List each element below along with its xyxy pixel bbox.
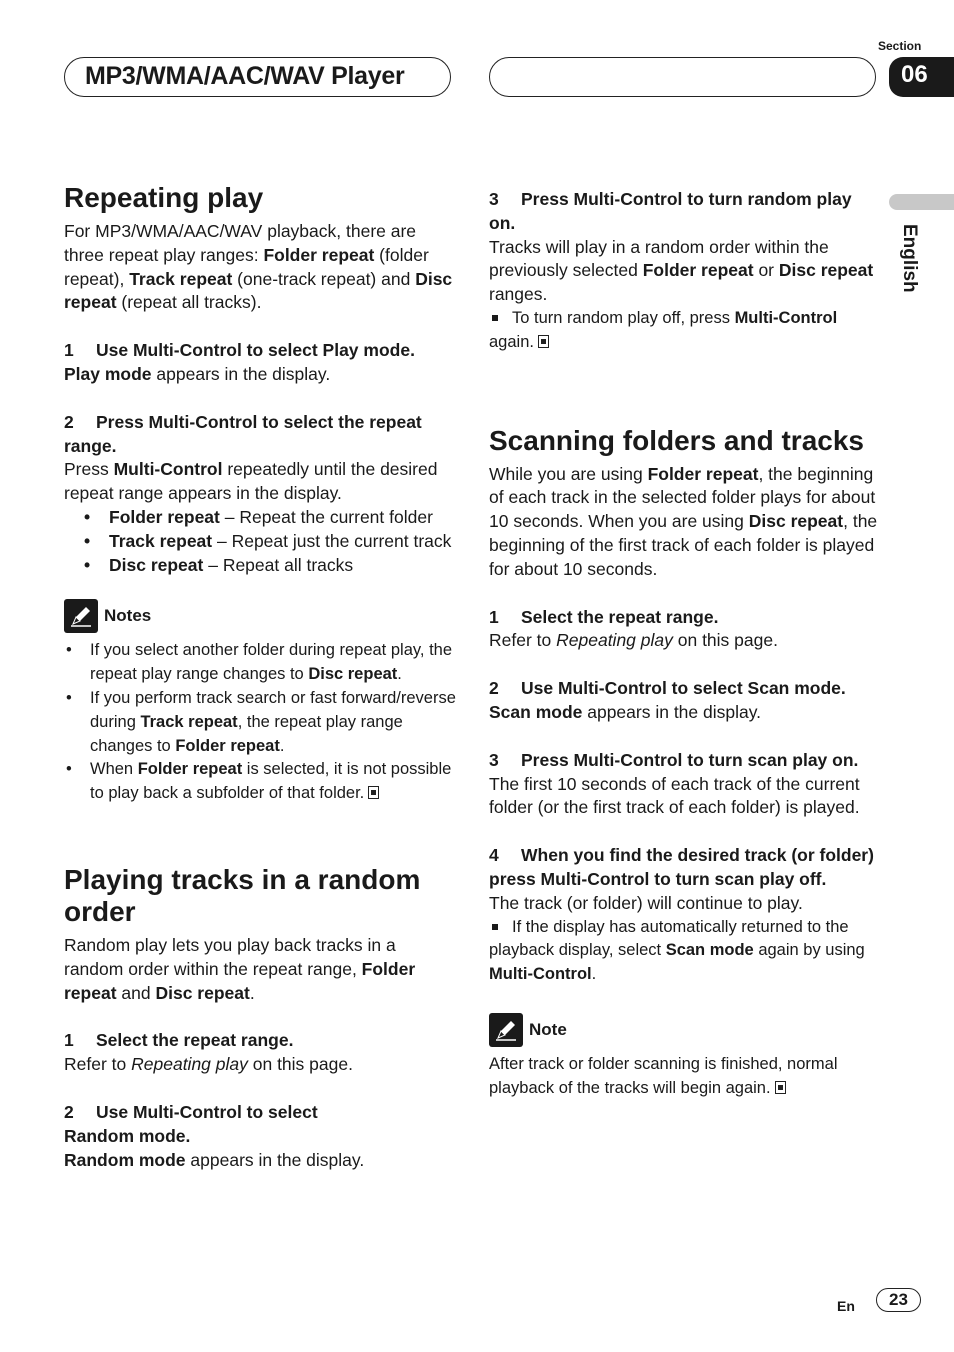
scan-step-3-body: The first 10 seconds of each track of the current folder (or the first track of each folder) is played. <box>489 773 860 818</box>
chapter-title: MP3/WMA/AAC/WAV Player <box>85 62 405 90</box>
language-side-label <box>890 224 936 304</box>
section-number-badge: 06 <box>889 57 954 97</box>
footer-language: En <box>837 1298 855 1314</box>
heading-random-order: Playing tracks in a random order <box>64 863 421 927</box>
repeat-step-2: 2 Press Multi-Control to select the repeat range. <box>64 411 422 456</box>
note-header <box>489 1013 879 1047</box>
notes-label: Notes <box>104 606 152 626</box>
repeat-step-2-body: Press Multi-Control repeatedly until the desired repeat range appears in the display. <box>64 459 438 504</box>
header-blank-box <box>489 57 876 97</box>
end-mark-icon <box>775 1081 786 1094</box>
list-item: • If you perform track search or fast forward/reverse during Track repeat, the repeat play range changes to Folder repeat. <box>64 687 456 758</box>
repeat-intro: For MP3/WMA/AAC/WAV playback, there are three repeat play ranges: Folder repeat (folder repeat), Track repeat (one-track repeat) and Disc repeat (repeat all tracks). <box>64 221 453 313</box>
list-item: • If you select another folder during repeat play, the repeat play range changes to Disc repeat. <box>64 639 456 687</box>
list-item: • Track repeat – Repeat just the current track <box>84 530 456 554</box>
scan-step-2: 2 Use Multi-Control to select Scan mode. <box>489 678 846 699</box>
scan-tip: If the display has automatically returned to the playback display, select Scan mode again by using Multi-Control. <box>489 917 865 984</box>
list-item: • Folder repeat – Repeat the current folder <box>84 506 456 530</box>
heading-repeating-play: Repeating play <box>64 182 264 213</box>
scan-step-2-body: Scan mode appears in the display. <box>489 701 762 722</box>
random-step-1: 1 Select the repeat range. <box>64 1030 294 1051</box>
scan-step-3: 3 Press Multi-Control to turn scan play on. <box>489 749 859 770</box>
square-bullet-icon <box>492 315 498 321</box>
right-column <box>489 182 879 1101</box>
random-step-2: 2 Use Multi-Control to select Random mode. <box>64 1101 318 1146</box>
end-mark-icon <box>538 335 549 348</box>
section-label: Section <box>878 39 922 53</box>
page-number: 23 <box>876 1288 921 1312</box>
random-step-3-body: Tracks will play in a random order within the previously selected Folder repeat or Disc repeat ranges. <box>489 236 874 305</box>
heading-scanning: Scanning folders and tracks <box>489 424 864 456</box>
chapter-title-box <box>64 57 451 97</box>
random-step-2-body: Random mode appears in the display. <box>64 1149 365 1170</box>
repeat-options-list <box>64 506 456 577</box>
scan-step-4: 4 When you find the desired track (or folder) press Multi-Control to turn scan play off. <box>489 845 874 889</box>
scan-note: After track or folder scanning is finished, normal playback of the tracks will begin again. <box>489 1054 838 1097</box>
note-pencil-icon <box>64 599 98 633</box>
random-intro: Random play lets you play back tracks in a random order within the repeat range, Folder repeat and Disc repeat. <box>64 934 416 1003</box>
random-step-3: 3 Press Multi-Control to turn random play on. <box>489 189 852 233</box>
language-text: English <box>899 224 920 293</box>
end-mark-icon <box>368 786 379 799</box>
language-tab <box>889 194 954 210</box>
note-pencil-icon <box>489 1013 523 1047</box>
notes-list <box>64 639 456 806</box>
random-step-1-body: Refer to Repeating play on this page. <box>64 1054 353 1075</box>
notes-header <box>64 599 456 633</box>
list-item: • When Folder repeat is selected, it is not possible to play back a subfolder of that folder. <box>64 758 456 806</box>
scan-step-1-body: Refer to Repeating play on this page. <box>489 630 778 651</box>
repeat-step-1-body: Play mode appears in the display. <box>64 363 331 384</box>
repeat-step-1: 1 Use Multi-Control to select Play mode. <box>64 340 415 361</box>
scan-step-1: 1 Select the repeat range. <box>489 606 719 627</box>
note-label: Note <box>529 1020 567 1040</box>
random-tip: To turn random play off, press Multi-Control again. <box>489 308 838 351</box>
scan-intro: While you are using Folder repeat, the beginning of each track in the selected folder plays for about 10 seconds. When you are using Disc repeat, the beginning of the first track of each folder is played for about 10 seconds. <box>489 463 878 579</box>
scan-step-4-body: The track (or folder) will continue to play. <box>489 892 803 913</box>
list-item: • Disc repeat – Repeat all tracks <box>84 554 456 578</box>
left-column <box>64 182 456 1172</box>
square-bullet-icon <box>492 924 498 930</box>
